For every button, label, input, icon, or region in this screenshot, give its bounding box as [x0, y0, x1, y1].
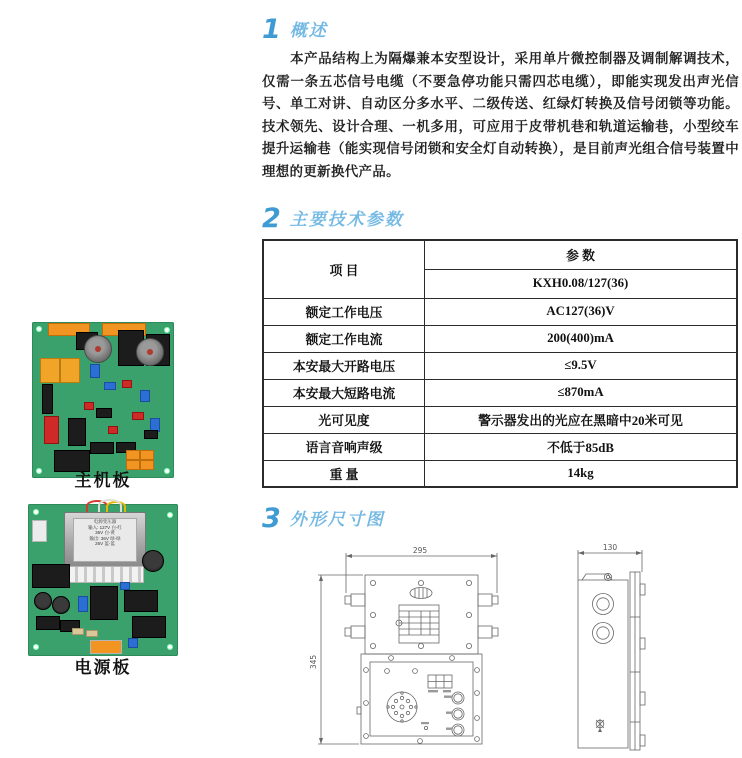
speaker-grille	[387, 692, 417, 722]
section-title: 主要技术参数	[289, 210, 404, 229]
pcb-component	[108, 426, 118, 434]
mounting-hole	[167, 644, 173, 650]
section-title: 外形尺寸图	[289, 510, 385, 529]
mounting-hole	[36, 326, 42, 332]
front-height-dim: 345	[309, 654, 318, 670]
main-board-photo	[32, 322, 174, 478]
pot-core	[84, 335, 112, 363]
spec-item: 额定工作电压	[263, 298, 425, 325]
spec-item: 本安最大短路电流	[263, 379, 425, 406]
panel-buttons	[424, 692, 464, 736]
spec-value: 14kg	[425, 460, 738, 487]
spec-table	[262, 239, 738, 488]
spec-col-param-header: 参 数	[425, 240, 738, 269]
pcb-component	[96, 408, 112, 418]
relay	[40, 358, 60, 383]
pcb-component	[140, 390, 150, 402]
section-overview-header	[262, 16, 328, 43]
side-width-dim: 130	[602, 543, 618, 552]
side-view-dimension-drawing	[566, 542, 666, 758]
spec-value: AC127(36)V	[425, 298, 738, 325]
table-row	[263, 379, 737, 406]
spec-item: 语言音响声级	[263, 433, 425, 460]
pot-core	[136, 338, 164, 366]
pcb-component	[78, 596, 88, 612]
spec-value: ≤870mA	[425, 379, 738, 406]
pcb-component	[104, 382, 116, 390]
section-number: 1	[262, 14, 281, 45]
section-specs-header	[262, 205, 404, 232]
pcb-component	[120, 582, 130, 590]
spec-value: ≤9.5V	[425, 352, 738, 379]
section-number: 3	[262, 503, 281, 534]
capacitor	[34, 592, 52, 610]
main-board-label: 主机板	[74, 471, 132, 490]
pcb-component	[140, 450, 154, 460]
table-row	[263, 298, 737, 325]
section-number: 2	[262, 203, 281, 234]
pcb-component	[126, 450, 140, 460]
section-dimensions-header	[262, 505, 385, 532]
white-connector	[32, 520, 47, 542]
relay	[60, 358, 80, 383]
spec-value: 200(400)mA	[425, 325, 738, 352]
mounting-hole	[167, 512, 173, 518]
ic-chip	[90, 442, 114, 454]
ic-chip	[42, 384, 53, 414]
spec-col-item-header: 项 目	[263, 240, 425, 298]
table-row	[263, 460, 737, 487]
table-row	[263, 325, 737, 352]
spec-item: 光可见度	[263, 406, 425, 433]
front-width-dim: 295	[412, 546, 428, 555]
mounting-hole	[33, 644, 39, 650]
spec-item: 额定工作电流	[263, 325, 425, 352]
spec-value: 警示器发出的光应在黑暗中20米可见	[425, 406, 738, 433]
power-board-label: 电源板	[74, 658, 132, 677]
pcb-component	[128, 638, 138, 648]
relay	[32, 564, 70, 588]
pcb-component	[36, 616, 60, 630]
mounting-hole	[33, 509, 39, 515]
spec-item: 重 量	[263, 460, 425, 487]
pcb-component	[122, 380, 132, 388]
pcb-component	[144, 430, 158, 439]
relay	[124, 590, 158, 612]
ic-chip	[68, 418, 86, 446]
transformer-label: 电源变压器 输入: 127V 白-红 36V 白-黄 输出: 36V 绿-绿 26V 蓝-蓝	[73, 518, 137, 562]
relay	[132, 616, 166, 638]
terminal-connector	[90, 640, 122, 654]
table-row	[263, 433, 737, 460]
spec-model: KXH0.08/127(36)	[425, 269, 738, 298]
table-row	[263, 406, 737, 433]
section-title: 概述	[289, 21, 328, 40]
mounting-hole	[164, 327, 170, 333]
pcb-component	[90, 364, 100, 378]
power-board-photo	[28, 504, 178, 656]
pcb-component	[84, 402, 94, 410]
table-row	[263, 352, 737, 379]
pcb-component	[72, 628, 84, 635]
indicator-window	[428, 675, 452, 688]
pcb-component	[86, 630, 98, 637]
wire	[98, 499, 122, 512]
power-transformer	[64, 512, 146, 568]
capacitor	[142, 550, 164, 572]
overview-paragraph: 本产品结构上为隔爆兼本安型设计，采用单片微控制器及调制解调技术，仅需一条五芯信号电缆（不要急停功能只需四芯电缆），即能实现发出声光信号、单工对讲、自动区分多水平、二级传送、红绿灯转换及信号闭锁等功能。技术领先、设计合理、一机多用，可应用于皮带机巷和轨道运输巷，小型绞车提升运输巷（能实现信号闭锁和安全灯自动转换），是目前声光组合信号装置中理想的更新换代产品。	[262, 51, 739, 179]
relay	[90, 586, 118, 620]
spec-value: 不低于85dB	[425, 433, 738, 460]
front-view-dimension-drawing	[306, 543, 506, 758]
capacitor	[52, 596, 70, 614]
pcb-component	[132, 412, 144, 420]
transformer-bobbin	[68, 566, 144, 583]
spec-item: 本安最大开路电压	[263, 352, 425, 379]
dip-switch	[44, 416, 59, 444]
